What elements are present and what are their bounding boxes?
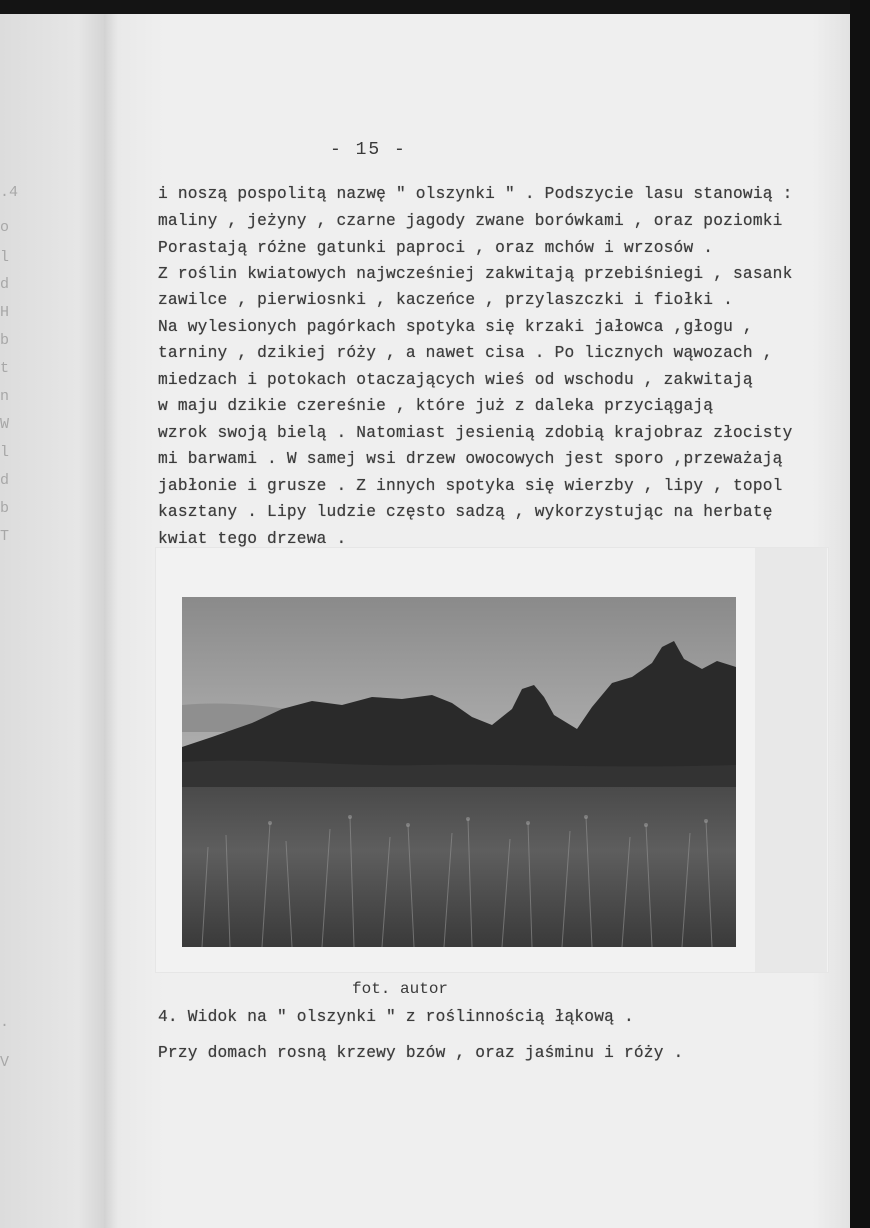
- text-line: Na wylesionych pagórkach spotyka się krzaki jałowca ,głogu ,: [158, 318, 753, 336]
- scan-right-border: [850, 0, 870, 1228]
- text-line: wzrok swoją bielą . Natomiast jesienią zdobią krajobraz złocisty: [158, 424, 793, 442]
- text-line: miedzach i potokach otaczających wieś od wschodu , zakwitają: [158, 371, 753, 389]
- text-line: Porastają różne gatunki paproci , oraz mchów i wrzosów .: [158, 239, 714, 257]
- landscape-photo: [182, 597, 736, 947]
- text-line: jabłonie i grusze . Z innych spotyka się wierzby , lipy , topol: [158, 477, 783, 495]
- adjacent-page-margin: .4 o l d H b t n W l d b T . V: [0, 14, 112, 1228]
- text-line: tarniny , dzikiej róży , a nawet cisa . Po licznych wąwozach ,: [158, 344, 773, 362]
- text-line: w maju dzikie czereśnie , które już z daleka przyciągają: [158, 397, 714, 415]
- page-number: - 15 -: [330, 140, 407, 160]
- text-line: zawilce , pierwiosnki , kaczeńce , przylaszczki i fiołki .: [158, 291, 734, 309]
- text-line: mi barwami . W samej wsi drzew owocowych jest sporo ,przeważają: [158, 450, 783, 468]
- text-line: Z roślin kwiatowych najwcześniej zakwitają przebiśniegi , sasank: [158, 265, 793, 283]
- text-line: maliny , jeżyny , czarne jagody zwane borówkami , oraz poziomki: [158, 212, 783, 230]
- text-line: i noszą pospolitą nazwę " olszynki " . Podszycie lasu stanowią :: [158, 185, 793, 203]
- closing-text-line: Przy domach rosną krzewy bzów , oraz jaśminu i róży .: [158, 1044, 684, 1062]
- meadow-landscape-image: [182, 597, 736, 947]
- figure-caption: 4. Widok na " olszynki " z roślinnością łąkową .: [158, 1008, 634, 1026]
- text-line: kwiat tego drzewa .: [158, 530, 347, 548]
- photo-credit: fot. autor: [352, 980, 449, 998]
- text-line: kasztany . Lipy ludzie często sadzą , wykorzystując na herbatę: [158, 503, 773, 521]
- photo-tape: [755, 548, 827, 972]
